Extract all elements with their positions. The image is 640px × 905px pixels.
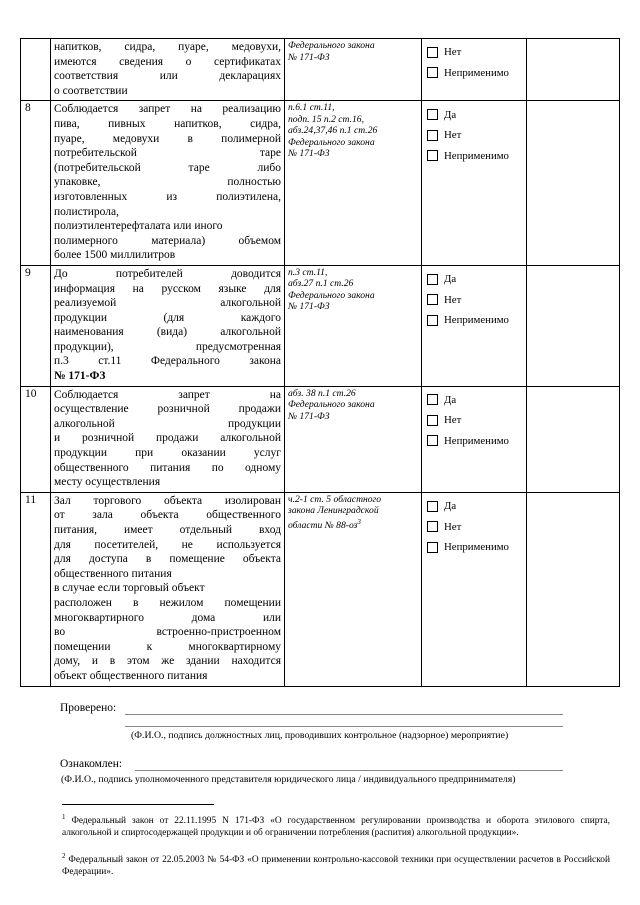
checked-signature-line-2 [125,726,563,727]
legal-reference [285,386,422,492]
requirement-line: Зал торгового объекта изолирован [54,494,281,507]
answer-option[interactable] [425,269,523,290]
row-number [21,39,51,101]
requirement-line: соответствия или декларациях [54,70,281,83]
reference-line [288,40,418,52]
option-label: Нет [444,414,462,427]
reference-line-text: абз.24,37,46 п.1 ст.26 [288,125,378,137]
reference-line [288,148,418,160]
checkbox[interactable] [427,435,438,446]
requirement-line: о соответствии [54,84,128,97]
requirement-line: потребительской таре [54,147,281,160]
footnote-1 [62,811,610,840]
reference-line-text: № 171-ФЗ [288,148,330,160]
answer-option[interactable] [425,63,523,84]
answer-option[interactable] [425,310,523,331]
checklist-body [21,39,620,687]
acquainted-caption: (Ф.И.О., подпись уполномоченного представителя юридического лица / индивидуального предпринимателя) [61,774,516,785]
reference-line-text: Федерального закона [288,399,375,411]
requirement-line: полиэтилентерефталата или иного [54,220,223,233]
answer-option[interactable] [425,496,523,517]
answer-options [422,492,527,686]
checkbox[interactable] [427,109,438,120]
requirement-line: многоквартирного дома или [54,611,281,624]
answer-option[interactable] [425,145,523,166]
reference-line-text: закона Ленинградской [288,505,379,517]
answer-options [422,101,527,266]
reference-line-text: Федерального закона [288,289,375,301]
option-label: Неприменимо [444,314,509,327]
answer-option[interactable] [425,289,523,310]
checkbox[interactable] [427,150,438,161]
reference-line-text: абз. 38 п.1 ст.26 [288,387,356,399]
reference-line-text: абз.27 п.1 ст.26 [288,278,354,290]
requirement-line: месту осуществления [54,476,161,489]
reference-line [288,494,418,506]
requirement-line: во встроенно-пристроенном [54,626,281,639]
notes-cell[interactable] [527,492,620,686]
row-number: 9 [21,265,51,386]
row-number: 10 [21,386,51,492]
reference-line [288,52,418,64]
reference-line-text: Федерального закона [288,136,375,148]
option-label: Да [444,108,457,121]
footnote-reference-mark: 3 [357,517,361,526]
reference-line [288,290,418,302]
option-label: Нет [444,520,462,533]
footnote-1-text: Федеральный закон от 22.11.1995 N 171-ФЗ «О государственном регулировании производства и оборота этилового спирта, алкогольной и спиртосодержащей продукции и об ограничении потребления (распития) алкогольной продукции». [62,816,611,839]
reference-line [288,125,418,137]
reference-line-text: подп. 15 п.2 ст.16, [288,113,364,125]
legal-reference [285,492,422,686]
reference-line-text: ч.2-1 ст. 5 областного [288,493,382,505]
option-label: Неприменимо [444,66,509,79]
checkbox[interactable] [427,294,438,305]
requirement-line: расположен в нежилом помещении [54,596,281,609]
option-label: Да [444,393,457,406]
requirement-line: продукции (для каждого [54,311,281,324]
reference-line-text: области № 88-оз [288,520,358,531]
table-row [21,265,620,386]
notes-cell[interactable] [527,386,620,492]
requirement-line: имеются сведения о сертификатах [54,55,281,68]
requirement-line: № 171-ФЗ [54,370,106,383]
answer-options [422,386,527,492]
reference-line [288,301,418,313]
answer-option[interactable] [425,125,523,146]
checkbox[interactable] [427,542,438,553]
requirement-line: общественного питания [54,567,172,580]
requirement-line: наименования (вида) алкогольной [54,326,281,339]
reference-line [288,399,418,411]
option-label: Нет [444,46,462,59]
requirement-line: от зала объекта общественного [54,509,281,522]
requirement-line: осуществление розничной продажи [54,403,281,416]
reference-line [288,102,418,114]
requirement-line: алкогольной продукции [54,417,281,430]
option-label: Неприменимо [444,541,509,554]
requirement-line: (потребительской таре либо [54,161,281,174]
option-label: Нет [444,129,462,142]
reference-line [288,517,418,532]
requirement-line: Соблюдается запрет на реализацию [54,103,281,116]
reference-line [288,137,418,149]
requirement-line: в случае если торговый объект [54,582,205,595]
checkbox[interactable] [427,394,438,405]
answer-options [422,39,527,101]
requirement-line: и розничной продажи алкогольной [54,432,281,445]
checkbox[interactable] [427,521,438,532]
requirement-line: Соблюдается запрет на [54,388,281,401]
requirement-line: пуаре, медовухи в полимерной [54,132,281,145]
answer-option[interactable] [425,410,523,431]
checkbox[interactable] [427,47,438,58]
answer-option[interactable] [425,516,523,537]
checkbox[interactable] [427,501,438,512]
answer-options [422,265,527,386]
checkbox[interactable] [427,130,438,141]
requirement-line: напитков, сидра, пуаре, медовухи, [54,41,281,53]
acquainted-label: Ознакомлен: [60,758,123,770]
reference-line-text: № 171-ФЗ [288,410,330,422]
checkbox[interactable] [427,415,438,426]
requirement-text [51,386,285,492]
notes-cell[interactable] [527,265,620,386]
legal-reference [285,265,422,386]
reference-line [288,114,418,126]
checkbox[interactable] [427,67,438,78]
requirement-line: дому, и в этом же здании находится [54,655,281,668]
requirement-line: полимерного материала) объемом [54,234,281,247]
footnote-2 [62,850,610,879]
option-label: Неприменимо [444,434,509,447]
reference-line [288,278,418,290]
checked-label: Проверено: [60,702,117,714]
footnote-1-mark: 1 [62,813,66,821]
requirement-line: питания, имеет отдельный вход [54,524,281,536]
reference-line [288,505,418,517]
legal-reference [285,101,422,266]
requirement-line: более 1500 миллилитров [54,249,176,262]
row-number: 11 [21,492,51,686]
answer-option[interactable] [425,42,523,63]
option-label: Нет [444,293,462,306]
option-label: Да [444,500,457,513]
reference-line-text: п.3 ст.11, [288,266,328,278]
footnote-separator [62,804,214,805]
requirement-text [51,101,285,266]
acquainted-signature-line[interactable] [135,770,563,771]
table-row [21,101,620,266]
requirement-text [51,39,285,101]
answer-option[interactable] [425,537,523,558]
requirement-line: помещении к многоквартирному [54,640,281,653]
requirement-line: продукции при оказании услуг [54,447,281,460]
requirement-line: для доступа в помещение объекта [54,553,281,566]
requirement-line: пива, пивных напитков, сидра, [54,117,281,130]
requirement-line: информация на русском языке для [54,282,281,295]
notes-cell[interactable] [527,39,620,101]
reference-line [288,267,418,279]
legal-reference [285,39,422,101]
requirement-line: упаковке, полностью [54,176,281,189]
requirement-line: общественного питания по одному [54,461,281,474]
row-number: 8 [21,101,51,266]
reference-line-text: Федерального закона [288,40,375,51]
checked-signature-line[interactable] [125,714,563,715]
requirement-text [51,265,285,386]
reference-line-text: № 171-ФЗ [288,51,330,63]
reference-line-text: № 171-ФЗ [288,301,330,313]
table-row [21,492,620,686]
requirement-line: продукции), предусмотренная [54,340,281,353]
reference-line [288,388,418,400]
option-label: Да [444,273,457,286]
checkbox[interactable] [427,274,438,285]
answer-option[interactable] [425,390,523,411]
requirement-line: реализуемой алкогольной [54,297,281,310]
footnote-2-text: Федеральный закон от 22.05.2003 № 54-ФЗ «О применении контрольно-кассовой техники при осуществлении расчетов в Российской Федерации». [62,855,610,878]
answer-option[interactable] [425,104,523,125]
table-row [21,39,620,101]
requirement-line: изготовленных из полиэтилена, [54,190,281,203]
requirement-line: для посетителей, не используется [54,538,281,551]
requirement-text [51,492,285,686]
notes-cell[interactable] [527,101,620,266]
checked-caption: (Ф.И.О., подпись должностных лиц, проводивших контрольное (надзорное) мероприятие) [131,730,509,741]
answer-option[interactable] [425,431,523,452]
checklist-table [20,38,620,687]
requirement-line: До потребителей доводится [54,267,281,280]
reference-line-text: п.6.1 ст.11, [288,102,335,114]
option-label: Неприменимо [444,149,509,162]
requirement-line: полистирола, [54,205,119,218]
checkbox[interactable] [427,315,438,326]
table-row [21,386,620,492]
requirement-line: п.3 ст.11 Федерального закона [54,355,281,368]
reference-line [288,411,418,423]
footnote-2-mark: 2 [62,852,66,860]
requirement-line: объект общественного питания [54,669,208,682]
